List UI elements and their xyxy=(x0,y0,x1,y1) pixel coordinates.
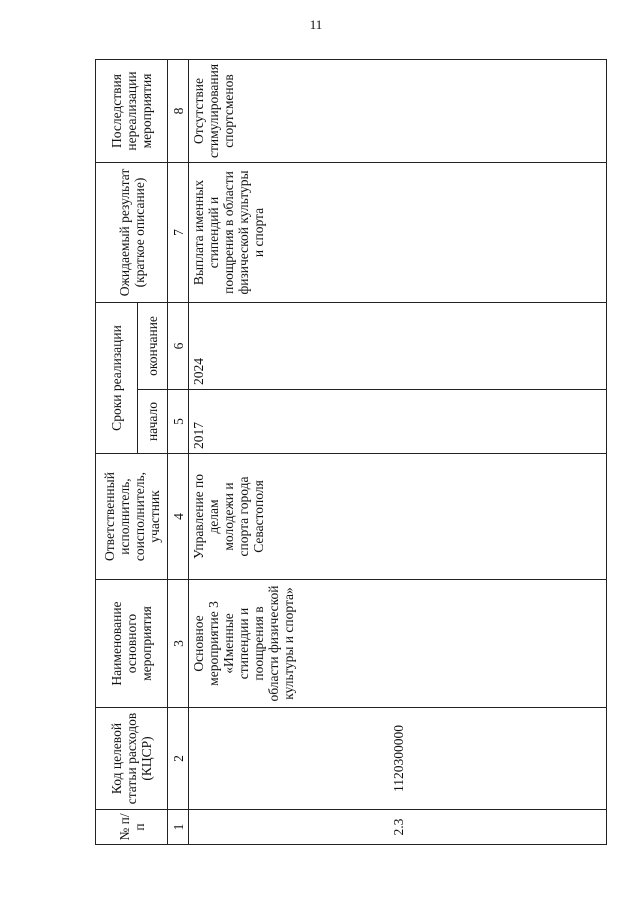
header-result: Ожидаемый результат (краткое описание) xyxy=(96,162,168,302)
column-number: 1 xyxy=(168,810,189,845)
column-number: 6 xyxy=(168,302,189,389)
column-number: 3 xyxy=(168,580,189,708)
row-end: 2024 xyxy=(189,302,607,389)
row-result: Выплата именных стипендий и поощрения в области физической культуры и спорта xyxy=(189,162,607,302)
column-number: 7 xyxy=(168,162,189,302)
column-number: 4 xyxy=(168,454,189,580)
row-executor: Управление по делам молодежи и спорта города Севастополя xyxy=(189,454,607,580)
row-name: Основное мероприятие 3 «Именные стипендии и поощрения в области физической культуры и спорта» xyxy=(189,580,607,708)
row-start: 2017 xyxy=(189,390,607,454)
column-number: 2 xyxy=(168,708,189,810)
row-num: 2.3 xyxy=(189,810,607,845)
header-terms: Сроки реализации xyxy=(96,302,138,453)
row-code: 1120300000 xyxy=(189,708,607,810)
header-start: начало xyxy=(138,390,168,454)
header-num: № п/п xyxy=(96,810,168,845)
column-number: 8 xyxy=(168,59,189,162)
row-consequence: Отсутствие стимулирования спортсменов xyxy=(189,59,607,162)
column-number: 5 xyxy=(168,390,189,454)
header-name: Наименование основного мероприятия xyxy=(96,580,168,708)
header-code: Код целевой статьи расходов (КЦСР) xyxy=(96,708,168,810)
header-consequence: Последствия нереализации мероприятия xyxy=(96,59,168,162)
header-end: окончание xyxy=(138,302,168,389)
header-executor: Ответственный исполнитель, соисполнитель, участник xyxy=(96,454,168,580)
rotated-table-container xyxy=(95,60,607,845)
page-number: 11 xyxy=(309,17,323,32)
activities-table xyxy=(95,59,607,845)
